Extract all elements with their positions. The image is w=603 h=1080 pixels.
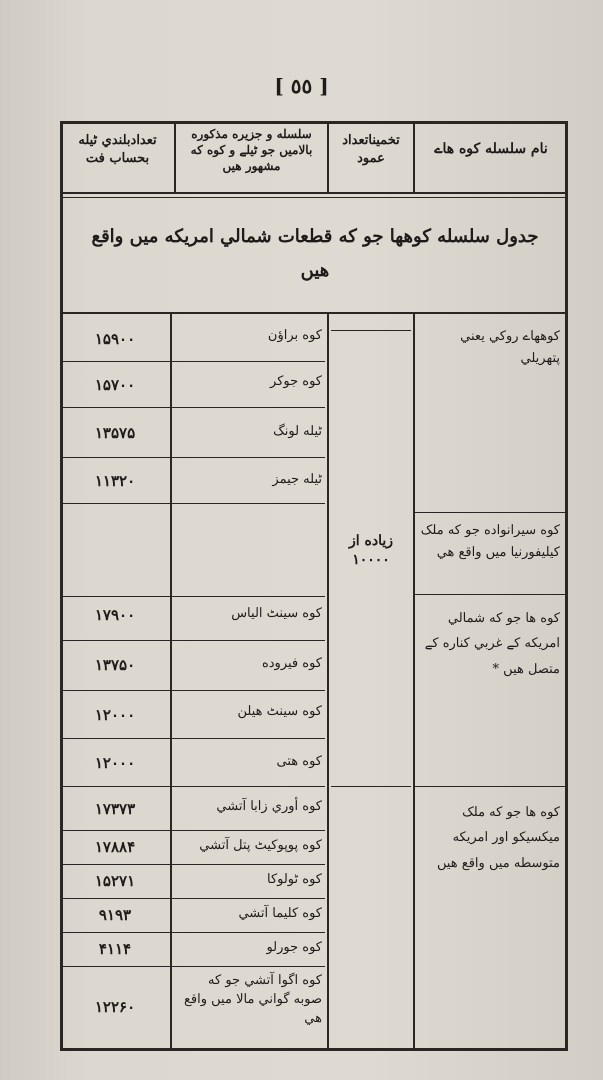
- row-rule: [63, 503, 325, 504]
- header-columns-count: تخمیناتعداد عمود: [342, 133, 400, 166]
- height-value: ۱۵۹۰۰: [94, 330, 136, 348]
- column-divider: [327, 314, 329, 1050]
- height-value: ۱۷۸۸۴: [94, 838, 136, 856]
- count-rule: [331, 786, 411, 787]
- column-divider: [413, 314, 415, 1050]
- height-value: ۱۲۰۰۰: [94, 754, 136, 772]
- row-rule: [63, 361, 325, 362]
- count-rule: [331, 330, 411, 331]
- peak-name: ٹیله لونگ: [273, 424, 322, 439]
- height-value: ۱۲۰۰۰: [94, 706, 136, 724]
- row-rule: [63, 966, 325, 967]
- group-west-coast: کوه ها جو که شمالي امریکه کے غربي کناره کے متصل هیں *: [424, 611, 560, 677]
- count-value: زیاده از ۱۰۰۰۰: [348, 533, 394, 568]
- peak-name: کوه سینٹ هیلن: [237, 704, 322, 719]
- peak-name: کوه ٹولوکا: [266, 872, 322, 887]
- peak-name: کوه جورلو: [266, 940, 322, 955]
- peak-name: کوه سینٹ الیاس: [231, 606, 322, 621]
- page-number: [ ٥٥ ]: [274, 74, 329, 98]
- height-value: ۹۱۹۳: [98, 906, 132, 924]
- height-value: ۱۳۵۷۵: [94, 424, 136, 442]
- height-value: ۱۳۷۵۰: [94, 656, 136, 674]
- row-rule: [63, 407, 325, 408]
- height-value: ۱۷۹۰۰: [94, 606, 136, 624]
- header-height: تعدادبلندي ٹیله بحساب فت: [78, 133, 157, 166]
- header-divider: [327, 122, 329, 192]
- peak-name: کوه براؤن: [267, 328, 322, 343]
- title-rule: [60, 312, 568, 314]
- row-rule: [63, 932, 325, 933]
- height-value: ۱۲۲۶۰: [94, 998, 136, 1016]
- group-rule: [413, 594, 568, 595]
- height-value: ۱۵۷۰۰: [94, 376, 136, 394]
- row-rule: [63, 596, 325, 597]
- height-value: ۱۱۳۲۰: [94, 472, 136, 490]
- header-divider: [413, 122, 415, 192]
- peak-name: کوه هتی: [276, 754, 322, 769]
- peak-name: کوه کلیما آتشي: [238, 906, 322, 921]
- peak-name: کوه پوپوکیٹ پتل آتشي: [199, 838, 322, 853]
- group-sierra-nevada: کوه سیرانواده جو که ملک کیلیفورنیا میں واقع هي: [420, 523, 560, 561]
- row-rule: [63, 457, 325, 458]
- height-value: ۱۷۳۷۳: [94, 800, 136, 818]
- row-rule: [63, 738, 325, 739]
- height-value: ۴۱۱۴: [98, 940, 132, 958]
- peak-name: کوه اگوا آتشي جو که صوبه گواني مالا میں واقع هي: [184, 973, 322, 1026]
- peak-name: کوه جوکر: [270, 374, 322, 389]
- row-rule: [63, 690, 325, 691]
- row-rule: [63, 898, 325, 899]
- peak-name: کوه أوري زابا آتشي: [216, 799, 322, 814]
- column-divider: [170, 314, 172, 1050]
- header-range-name: نام سلسله کوه هاے: [434, 141, 548, 157]
- group-mexico: کوه ها جو که ملک میکسیکو اور امریکه متوسطه میں واقع هیں: [436, 805, 560, 871]
- group-rule: [413, 512, 568, 513]
- group-rule: [413, 786, 568, 787]
- header-famous-peaks: سلسله و جزیره مذکوره بالامیں جو ٹیلے و کوه که مشهور هیں: [190, 127, 313, 174]
- height-value: ۱۵۲۷۱: [94, 872, 136, 890]
- header-rule: [60, 192, 568, 194]
- header-divider: [174, 122, 176, 192]
- row-rule: [63, 864, 325, 865]
- peak-name: کوه فیروده: [261, 656, 322, 671]
- peak-name: ٹیله جیمز: [272, 472, 322, 487]
- table-title: جدول سلسله کوهها جو که قطعات شمالي امریکه میں واقع هیں: [91, 226, 539, 282]
- row-rule: [63, 830, 325, 831]
- row-rule: [63, 786, 325, 787]
- row-rule: [63, 640, 325, 641]
- group-rocky-mountains: کوههاے روکي یعني پتهریلي: [460, 329, 560, 367]
- header-rule-thin: [60, 197, 568, 198]
